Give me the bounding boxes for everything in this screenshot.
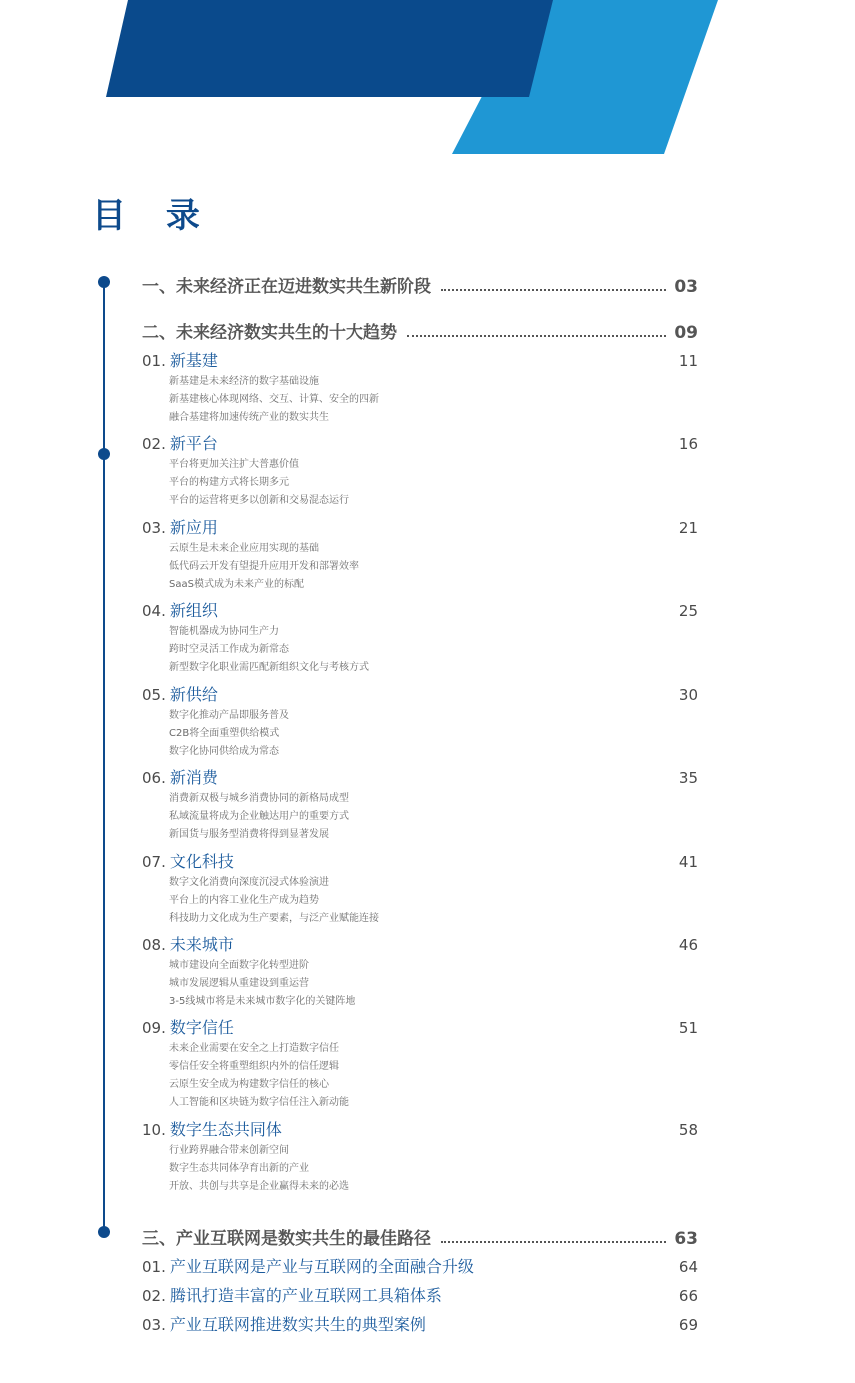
entry-number: 08. — [142, 936, 166, 954]
toc-section[interactable] — [142, 272, 698, 297]
entry-number: 06. — [142, 769, 166, 787]
entry-summary: 云原生是未来企业应用实现的基础 — [169, 543, 319, 554]
entry-summary: 新基建核心体现网络、交互、计算、安全的四新 — [169, 394, 379, 405]
entry-title: 数字信任 — [169, 1018, 234, 1037]
entry-summary: 新型数字化职业需匹配新组织文化与考核方式 — [169, 662, 369, 673]
entry-page: 41 — [678, 853, 698, 871]
header-banner — [0, 0, 855, 160]
entry-number: 10. — [142, 1121, 166, 1139]
toc-entry[interactable] — [142, 598, 698, 677]
timeline-dot — [98, 1226, 110, 1238]
timeline-dot — [98, 448, 110, 460]
toc-entry[interactable] — [142, 1312, 698, 1335]
entry-title: 新消费 — [169, 768, 218, 787]
toc-section[interactable] — [142, 1224, 698, 1249]
entry-summary: 数字文化消费向深度沉浸式体验演进 — [169, 877, 329, 888]
entry-title: 新供给 — [169, 685, 218, 704]
page-title: 目 录 — [92, 196, 214, 236]
entry-page: 30 — [678, 686, 698, 704]
entry-title: 新组织 — [169, 601, 218, 620]
section-page: 03 — [674, 277, 698, 297]
entry-summary: 智能机器成为协同生产力 — [169, 626, 279, 637]
entry-number: 09. — [142, 1019, 166, 1037]
timeline-dot — [98, 276, 110, 288]
entry-summary: 私域流量将成为企业触达用户的重要方式 — [169, 811, 349, 822]
entry-title: 未来城市 — [169, 935, 234, 954]
entry-page: 16 — [678, 435, 698, 453]
entry-number: 02. — [142, 435, 166, 453]
entry-summary: 数字化推动产品即服务普及 — [169, 710, 289, 721]
toc-entry[interactable] — [142, 1283, 698, 1306]
entry-title: 产业互联网推进数实共生的典型案例 — [169, 1315, 426, 1334]
entry-page: 11 — [678, 352, 698, 370]
entry-number: 02. — [142, 1287, 166, 1305]
entry-summary: 新国货与服务型消费将得到显著发展 — [169, 829, 329, 840]
entry-summary: 平台将更加关注扩大普惠价值 — [169, 459, 299, 470]
entry-number: 01. — [142, 352, 166, 370]
entry-page: 66 — [678, 1287, 698, 1305]
entry-number: 03. — [142, 1316, 166, 1334]
entry-title: 新平台 — [169, 434, 218, 453]
banner-dark-blue-band — [106, 0, 553, 97]
section-title: 一、未来经济正在迈进数实共生新阶段 — [142, 277, 431, 297]
entry-summary: SaaS模式成为未来产业的标配 — [169, 579, 304, 590]
entry-summary: 跨时空灵活工作成为新常态 — [169, 644, 289, 655]
entry-summary: C2B将全面重塑供给模式 — [169, 728, 280, 739]
toc-entry[interactable] — [142, 1117, 698, 1196]
toc-entry[interactable] — [142, 1015, 698, 1112]
entry-title: 腾讯打造丰富的产业互联网工具箱体系 — [169, 1286, 442, 1305]
entry-page: 69 — [678, 1316, 698, 1334]
entry-summary: 消费新双极与城乡消费协同的新格局成型 — [169, 793, 349, 804]
toc-entry[interactable] — [142, 515, 698, 594]
entry-summary: 人工智能和区块链为数字信任注入新动能 — [169, 1097, 349, 1108]
entry-summary: 融合基建将加速传统产业的数实共生 — [169, 412, 329, 423]
toc-entry[interactable] — [142, 682, 698, 761]
entry-title: 产业互联网是产业与互联网的全面融合升级 — [169, 1257, 474, 1276]
entry-summary: 云原生安全成为构建数字信任的核心 — [169, 1079, 329, 1090]
entry-summary: 平台的运营将更多以创新和交易混态运行 — [169, 495, 349, 506]
entry-title: 新应用 — [169, 518, 218, 537]
toc-entry[interactable] — [142, 932, 698, 1011]
entry-number: 01. — [142, 1258, 166, 1276]
toc-entry[interactable] — [142, 765, 698, 844]
toc-timeline — [103, 282, 105, 1232]
entry-number: 03. — [142, 519, 166, 537]
entry-page: 35 — [678, 769, 698, 787]
entry-summary: 低代码云开发有望提升应用开发和部署效率 — [169, 561, 359, 572]
entry-summary: 行业跨界融合带来创新空间 — [169, 1145, 289, 1156]
entry-summary: 城市建设向全面数字化转型进阶 — [169, 960, 309, 971]
entry-summary: 3-5线城市将是未来城市数字化的关键阵地 — [169, 996, 356, 1007]
toc-entry[interactable] — [142, 348, 698, 427]
entry-title: 数字生态共同体 — [169, 1120, 282, 1139]
entry-summary: 科技助力文化成为生产要素，与泛产业赋能连接 — [169, 913, 379, 924]
toc-entry[interactable] — [142, 849, 698, 928]
entry-summary: 数字生态共同体孕育出新的产业 — [169, 1163, 309, 1174]
entry-summary: 开放、共创与共享是企业赢得未来的必选 — [169, 1181, 349, 1192]
section-title: 三、产业互联网是数实共生的最佳路径 — [142, 1229, 431, 1249]
entry-number: 05. — [142, 686, 166, 704]
entry-number: 07. — [142, 853, 166, 871]
dot-leader — [407, 334, 666, 337]
section-page: 63 — [674, 1229, 698, 1249]
entry-summary: 未来企业需要在安全之上打造数字信任 — [169, 1043, 339, 1054]
entry-page: 21 — [678, 519, 698, 537]
entry-title: 文化科技 — [169, 852, 234, 871]
entry-summary: 零信任安全将重塑组织内外的信任逻辑 — [169, 1061, 339, 1072]
entry-summary: 新基建是未来经济的数字基础设施 — [169, 376, 319, 387]
toc-entry[interactable] — [142, 431, 698, 510]
entry-summary: 平台上的内容工业化生产成为趋势 — [169, 895, 319, 906]
entry-page: 46 — [678, 936, 698, 954]
entry-page: 51 — [678, 1019, 698, 1037]
entry-page: 64 — [678, 1258, 698, 1276]
dot-leader — [441, 288, 666, 291]
entry-summary: 平台的构建方式将长期多元 — [169, 477, 289, 488]
entry-page: 58 — [678, 1121, 698, 1139]
entry-title: 新基建 — [169, 351, 218, 370]
section-title: 二、未来经济数实共生的十大趋势 — [142, 323, 397, 343]
toc-entry[interactable] — [142, 1254, 698, 1277]
entry-summary: 城市发展逻辑从重建设到重运营 — [169, 978, 309, 989]
section-page: 09 — [674, 323, 698, 343]
toc-section[interactable] — [142, 318, 698, 343]
entry-summary: 数字化协同供给成为常态 — [169, 746, 279, 757]
dot-leader — [441, 1240, 666, 1243]
entry-page: 25 — [678, 602, 698, 620]
entry-number: 04. — [142, 602, 166, 620]
